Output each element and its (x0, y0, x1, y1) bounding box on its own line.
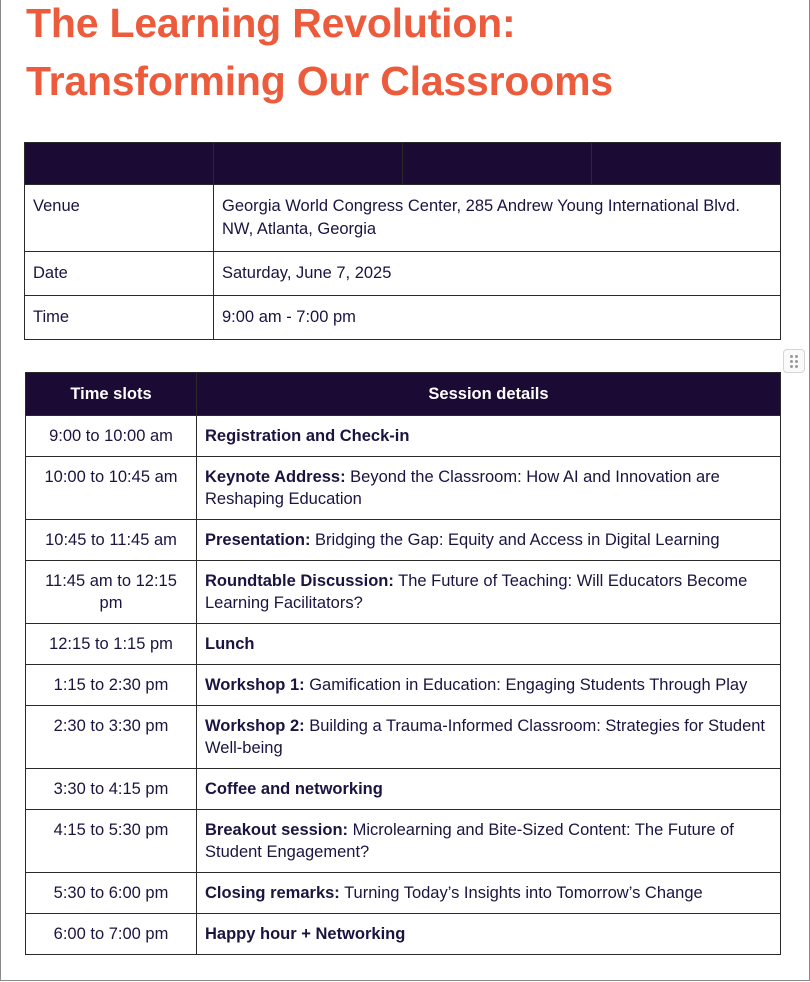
session-details-cell[interactable] (197, 624, 781, 665)
session-details-cell[interactable] (197, 561, 781, 624)
session-description: Bridging the Gap: Equity and Access in Digital Learning (310, 531, 720, 549)
info-value[interactable]: 9:00 am - 7:00 pm (214, 296, 781, 340)
session-label: Closing remarks: (205, 884, 340, 902)
time-slot-cell[interactable]: 6:00 to 7:00 pm (26, 914, 197, 955)
schedule-row (26, 457, 781, 520)
info-header-row (25, 143, 781, 185)
schedule-row (26, 665, 781, 706)
info-label[interactable]: Date (25, 252, 214, 296)
info-value[interactable]: Saturday, June 7, 2025 (214, 252, 781, 296)
time-slot-cell[interactable]: 1:15 to 2:30 pm (26, 665, 197, 706)
session-description: Gamification in Education: Engaging Students Through Play (304, 676, 748, 694)
schedule-row (26, 769, 781, 810)
info-row-date (25, 252, 781, 296)
session-details-cell[interactable] (197, 520, 781, 561)
session-label: Coffee and networking (205, 780, 383, 798)
schedule-row (26, 706, 781, 769)
schedule-table (25, 372, 781, 955)
session-details-cell[interactable] (197, 416, 781, 457)
header-session-details[interactable]: Session details (197, 373, 781, 416)
event-info-table (24, 142, 781, 340)
session-description: Turning Today’s Insights into Tomorrow’s Change (339, 884, 703, 902)
session-label: Roundtable Discussion: (205, 572, 394, 590)
schedule-row (26, 914, 781, 955)
session-description: Building a Trauma-Informed Classroom: Strategies for Student Well-being (205, 717, 766, 757)
info-header-cell[interactable] (214, 143, 403, 185)
session-details-cell[interactable] (197, 873, 781, 914)
info-header-cell[interactable] (25, 143, 214, 185)
session-details-cell[interactable] (197, 706, 781, 769)
time-slot-cell[interactable]: 9:00 to 10:00 am (26, 416, 197, 457)
schedule-row (26, 561, 781, 624)
time-slot-cell[interactable]: 10:45 to 11:45 am (26, 520, 197, 561)
session-label: Happy hour + Networking (205, 925, 406, 943)
info-header-cell[interactable] (592, 143, 781, 185)
time-slot-cell[interactable]: 11:45 am to 12:15 pm (26, 561, 197, 624)
session-label: Registration and Check-in (205, 427, 410, 445)
schedule-row (26, 873, 781, 914)
session-details-cell[interactable] (197, 810, 781, 873)
schedule-row (26, 416, 781, 457)
session-label: Presentation: (205, 531, 311, 549)
time-slot-cell[interactable]: 4:15 to 5:30 pm (26, 810, 197, 873)
info-row-time (25, 296, 781, 340)
session-description: Microlearning and Bite-Sized Content: The Future of Student Engagement? (205, 821, 734, 861)
time-slot-cell[interactable]: 2:30 to 3:30 pm (26, 706, 197, 769)
header-time-slots[interactable]: Time slots (26, 373, 197, 416)
session-details-cell[interactable] (197, 457, 781, 520)
session-label: Keynote Address: (205, 468, 346, 486)
info-header-cell[interactable] (403, 143, 592, 185)
time-slot-cell[interactable]: 3:30 to 4:15 pm (26, 769, 197, 810)
session-label: Breakout session: (205, 821, 349, 839)
info-value[interactable]: Georgia World Congress Center, 285 Andrew Young International Blvd. NW, Atlanta, Georgia (214, 185, 781, 252)
schedule-header-row (26, 373, 781, 416)
time-slot-cell[interactable]: 10:00 to 10:45 am (26, 457, 197, 520)
time-slot-cell[interactable]: 5:30 to 6:00 pm (26, 873, 197, 914)
session-label: Workshop 2: (205, 717, 305, 735)
drag-handle-icon[interactable] (783, 349, 805, 373)
schedule-row (26, 810, 781, 873)
session-details-cell[interactable] (197, 665, 781, 706)
session-description: Beyond the Classroom: How AI and Innovation are Reshaping Education (205, 468, 720, 508)
document-title (26, 0, 613, 110)
title-line-2: Transforming Our Classrooms (26, 58, 613, 104)
session-details-cell[interactable] (197, 769, 781, 810)
session-label: Lunch (205, 635, 255, 653)
schedule-row (26, 520, 781, 561)
session-description: The Future of Teaching: Will Educators Become Learning Facilitators? (205, 572, 748, 612)
info-label[interactable]: Venue (25, 185, 214, 252)
time-slot-cell[interactable]: 12:15 to 1:15 pm (26, 624, 197, 665)
session-details-cell[interactable] (197, 914, 781, 955)
info-label[interactable]: Time (25, 296, 214, 340)
schedule-body (26, 416, 781, 955)
title-line-1: The Learning Revolution: (26, 0, 516, 46)
schedule-row (26, 624, 781, 665)
session-label: Workshop 1: (205, 676, 305, 694)
info-row-venue (25, 185, 781, 252)
